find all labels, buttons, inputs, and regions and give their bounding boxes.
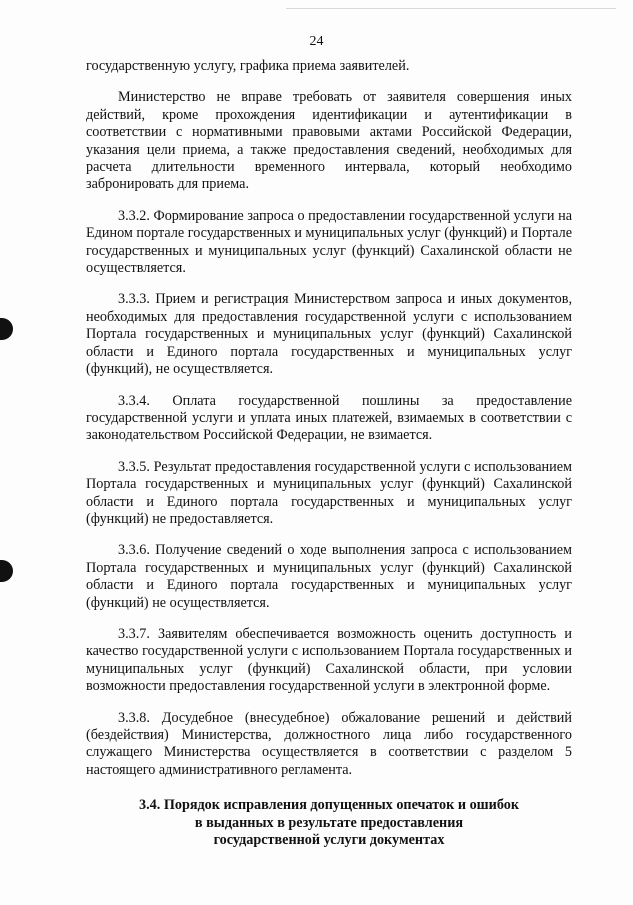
paragraph-3-3-8: 3.3.8. Досудебное (внесудебное) обжалование решений и действий (бездействия) Министерства, должностного лица либо государственного служащего Министерства осуществляется в соответствии с разделом 5 настоящего административного регламента. [86, 709, 572, 778]
paragraph-ministry-restriction: Министерство не вправе требовать от заявителя совершения иных действий, кроме прохождения идентификации и аутентификации в соответствии с нормативными правовыми актами Российской Федерации, указания цели приема, а также предоставления сведений, необходимых для расчета длительности временного интервала, который необходимо забронировать для приема. [86, 89, 572, 193]
paragraph-3-3-6: 3.3.6. Получение сведений о ходе выполнения запроса с использованием Портала государственных и муниципальных услуг (функций) Сахалинской области и Единого портала государственных и муниципальных услуг (функций) не осуществляется. [86, 542, 572, 611]
paragraph-3-3-2: 3.3.2. Формирование запроса о предоставлении государственной услуги на Едином портале государственных и муниципальных услуг (функций) и Портале государственных и муниципальных услуг (функций) Сахалинской области не осуществляется. [86, 207, 572, 277]
document-body [86, 58, 572, 849]
paragraph-3-3-5: 3.3.5. Результат предоставления государственной услуги с использованием Портала государственных и муниципальных услуг (функций) Сахалинской области и Единого портала государственных и муниципальных услуг (функций) не предоставляется. [86, 458, 572, 527]
paragraph-3-3-3: 3.3.3. Прием и регистрация Министерством запроса и иных документов, необходимых для предоставления государственной услуги с использованием Портала государственных и муниципальных услуг (функций) Сахалинской области и Единого портала государственных и муниципальных услуг (функций), не осуществляется. [86, 291, 572, 378]
section-title-line-2: в выданных в результате предоставления [194, 814, 464, 831]
section-title-line-1: 3.4. Порядок исправления допущенных опечаток и ошибок [138, 797, 519, 814]
scan-artifact-line [286, 8, 616, 9]
punch-hole-top [0, 318, 13, 340]
section-title-line-3: государственной услуги документах [213, 832, 445, 849]
section-3-4-title [86, 797, 572, 849]
paragraph-continuation: государственную услугу, графика приема заявителей. [86, 58, 410, 74]
paragraph-3-3-4: 3.3.4. Оплата государственной пошлины за предоставление государственной услуги и уплата иных платежей, взимаемых в соответствии с законодательством Российской Федерации, не взимается. [86, 392, 572, 444]
paragraph-3-3-7: 3.3.7. Заявителям обеспечивается возможность оценить доступность и качество государственной услуги с использованием Портала государственных и муниципальных услуг (функций) Сахалинской области, при условии возможности предоставления государственной услуги в электронной форме. [86, 625, 572, 695]
page-number: 24 [309, 34, 324, 49]
punch-hole-bottom [0, 560, 13, 582]
